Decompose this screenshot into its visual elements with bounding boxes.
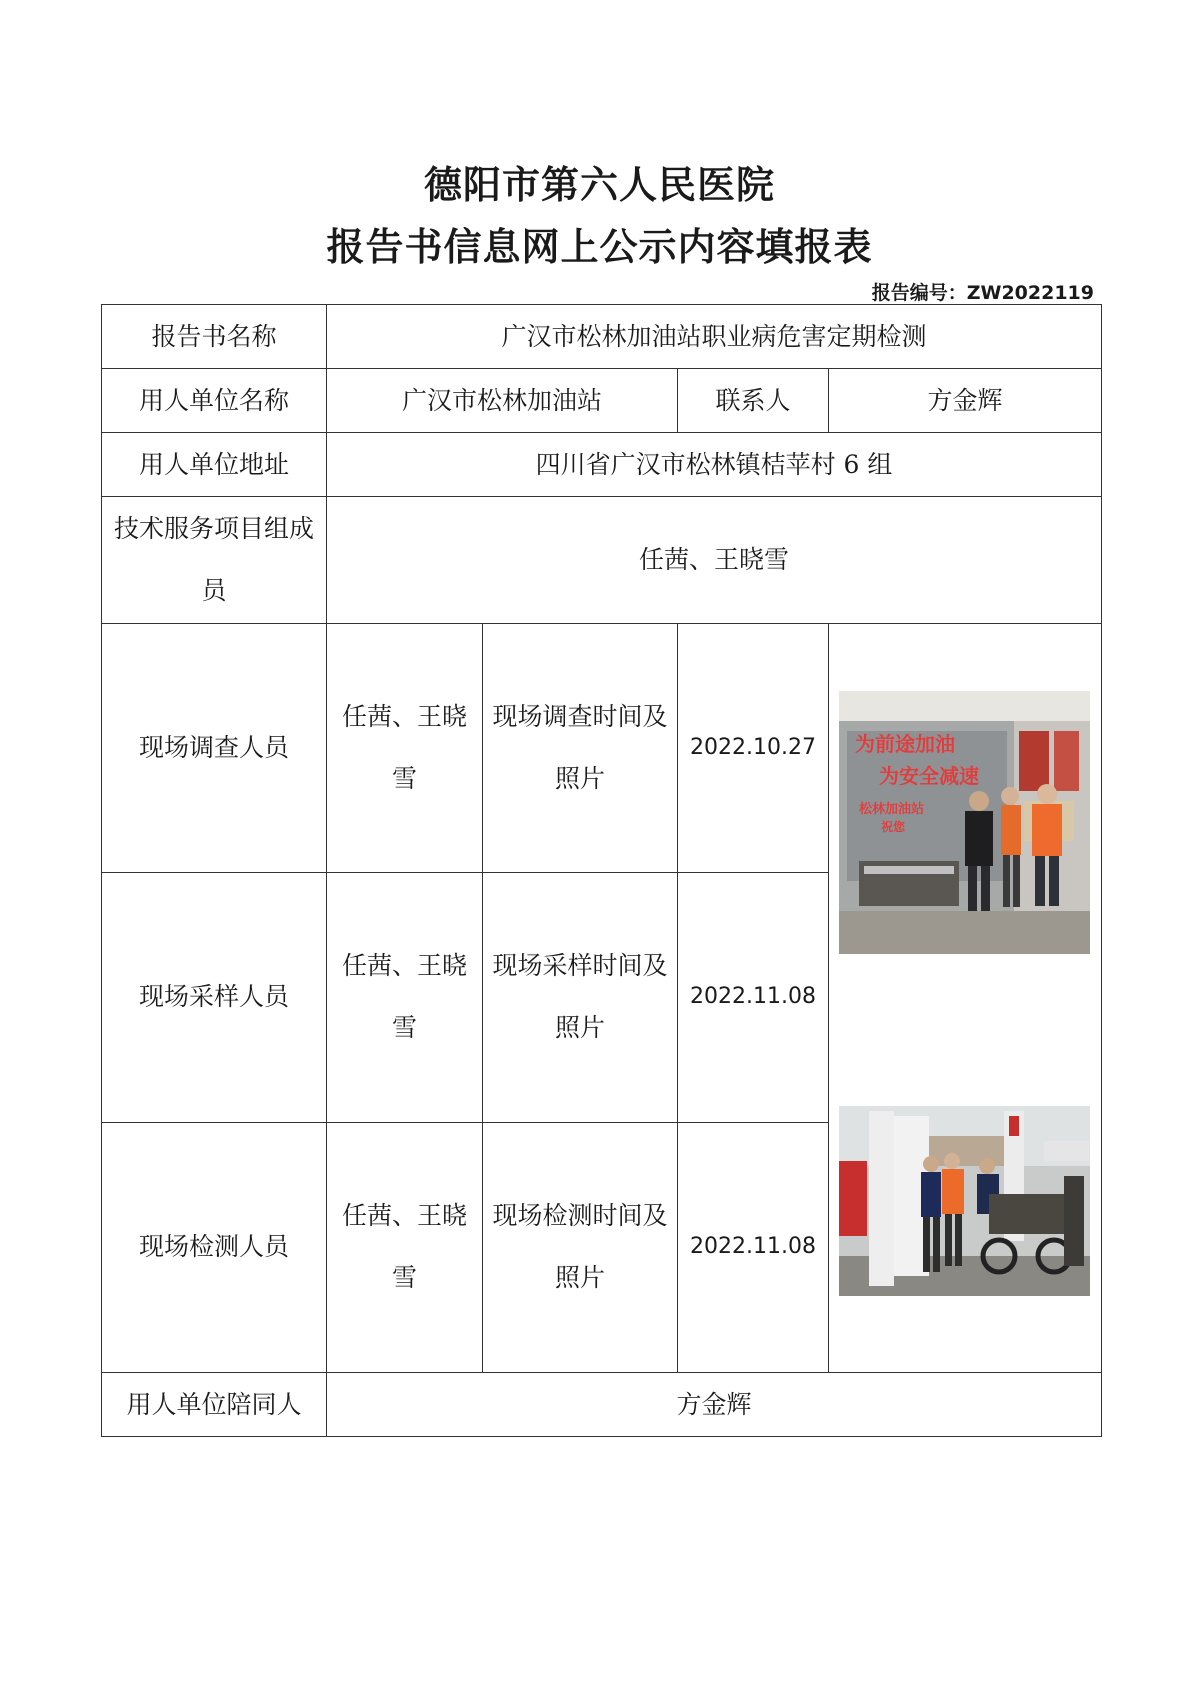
unit-address-label: 用人单位地址: [102, 433, 327, 497]
sampling-staff-label: 现场采样人员: [102, 873, 327, 1122]
row-report-name: [102, 305, 1102, 369]
testing-date: 2022.11.08: [678, 1122, 829, 1372]
photo1-sign-line2: 为安全减速: [879, 764, 979, 788]
row-survey: [102, 624, 1102, 873]
sampling-staff-value: 任茜、王晓雪: [327, 873, 483, 1122]
info-form-table: [101, 304, 1102, 1437]
testing-staff-value: 任茜、王晓雪: [327, 1122, 483, 1372]
row-team: [102, 497, 1102, 624]
row-unit-address: [102, 433, 1102, 497]
survey-staff-value: 任茜、王晓雪: [327, 624, 483, 873]
sampling-testing-photo: [839, 1106, 1090, 1296]
accompany-value: 方金辉: [327, 1373, 1102, 1437]
sampling-time-label: 现场采样时间及照片: [483, 873, 678, 1122]
team-label: 技术服务项目组成员: [102, 497, 327, 624]
page-title-line2: 报告书信息网上公示内容填报表: [326, 225, 873, 269]
row-unit-name: [102, 369, 1102, 433]
survey-staff-label: 现场调查人员: [102, 624, 327, 873]
survey-time-label: 现场调查时间及照片: [483, 624, 678, 873]
photo1-sign-line4: 祝您: [881, 820, 906, 834]
photo1-sign-line1: 为前途加油: [855, 732, 955, 756]
unit-name-value: 广汉市松林加油站: [327, 369, 678, 433]
survey-photo: [839, 691, 1090, 954]
row-accompany: [102, 1373, 1102, 1437]
report-name-label: 报告书名称: [102, 305, 327, 369]
accompany-label: 用人单位陪同人: [102, 1373, 327, 1437]
survey-date: 2022.10.27: [678, 624, 829, 873]
testing-staff-label: 现场检测人员: [102, 1122, 327, 1372]
contact-label: 联系人: [678, 369, 829, 433]
report-number: 报告编号：ZW2022119: [871, 282, 1094, 304]
report-name-value: 广汉市松林加油站职业病危害定期检测: [327, 305, 1102, 369]
team-value: 任茜、王晓雪: [327, 497, 1102, 624]
unit-name-label: 用人单位名称: [102, 369, 327, 433]
testing-time-label: 现场检测时间及照片: [483, 1122, 678, 1372]
sampling-date: 2022.11.08: [678, 873, 829, 1122]
contact-value: 方金辉: [829, 369, 1102, 433]
page-title-line1: 德阳市第六人民医院: [423, 163, 775, 207]
photo-cell: [829, 624, 1102, 1373]
photo1-sign-line3: 松林加油站: [859, 802, 925, 817]
unit-address-value: 四川省广汉市松林镇桔苹村 6 组: [327, 433, 1102, 497]
